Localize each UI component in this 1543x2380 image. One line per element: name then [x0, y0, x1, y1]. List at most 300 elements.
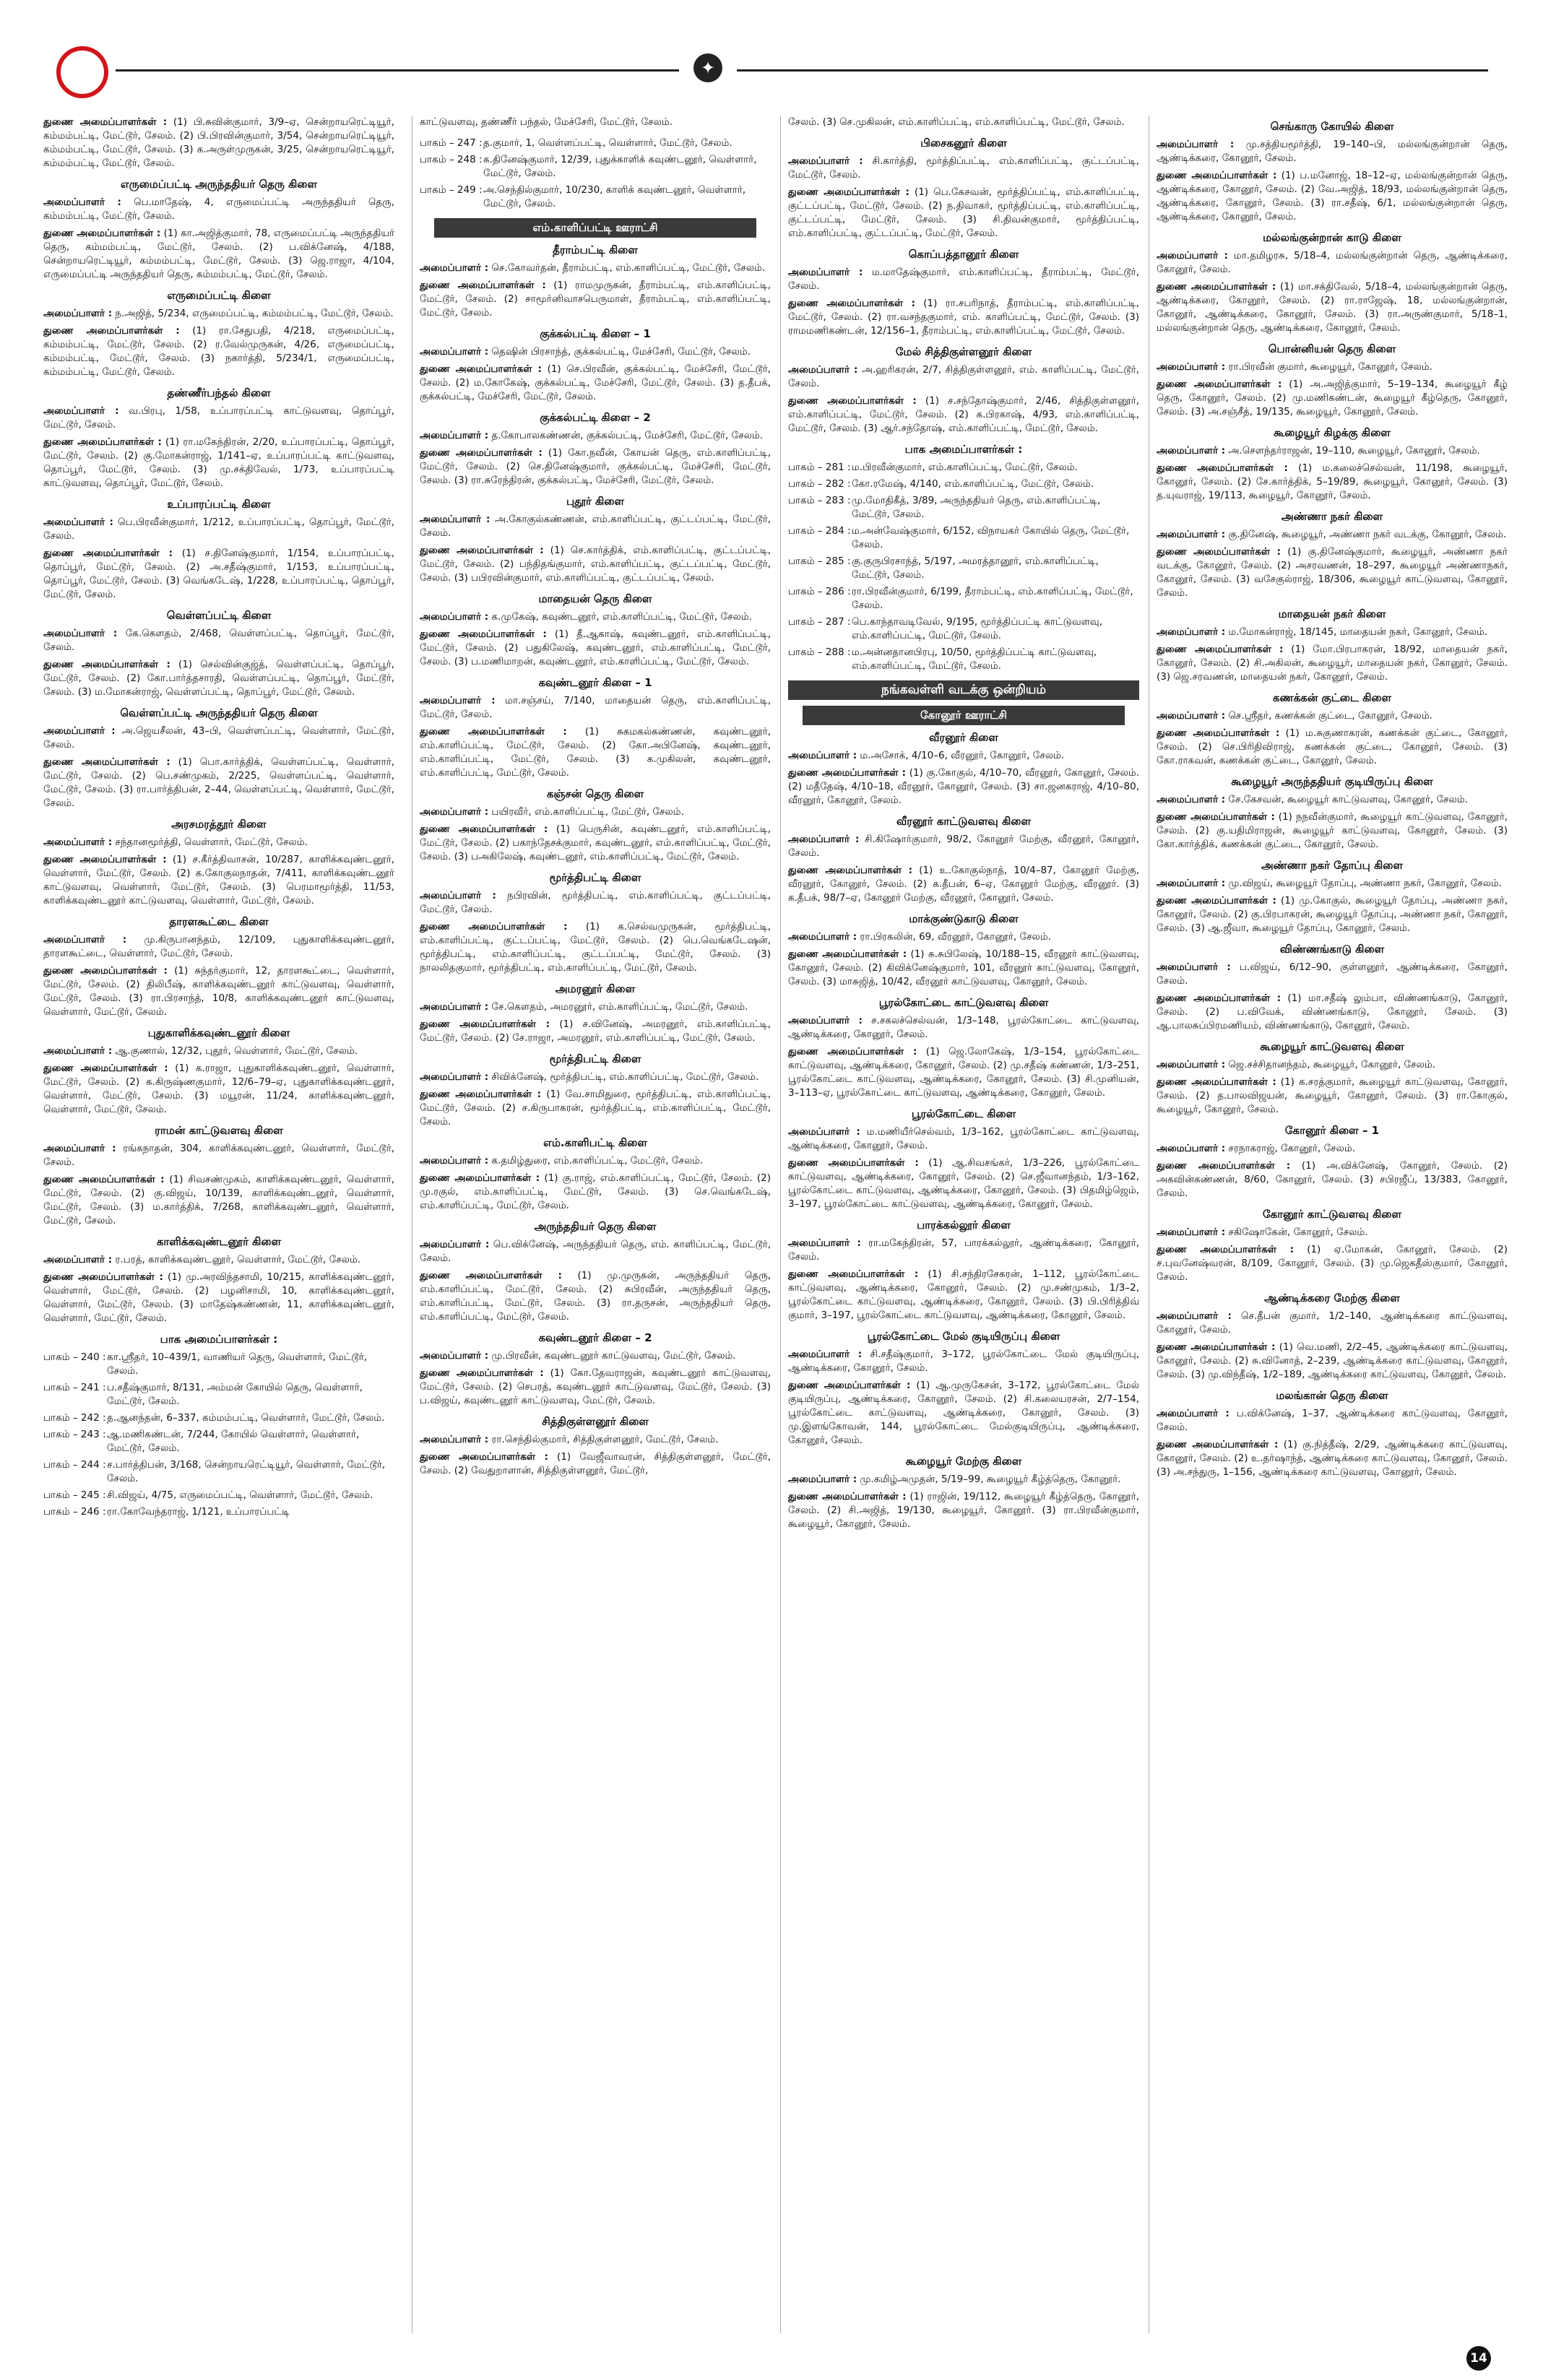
member-entry [788, 116, 1139, 129]
role-label: துணை அமைப்பாளர்கள் : [1157, 1341, 1276, 1353]
branch-heading: மலங்கான் தெரு கிளை [1276, 1389, 1388, 1402]
role-label: துணை அமைப்பாளர்கள் : [420, 280, 546, 291]
role-label: அமைப்பாளர் : [420, 695, 496, 706]
role-label: அமைப்பாளர் : [43, 308, 113, 319]
branch-block [420, 1331, 771, 1408]
branch-heading: புதுகாளிக்கவுண்டனூர் கிளை [147, 1026, 290, 1039]
branch-heading: கூழையூர் அருந்ததியர் குடியிருப்பு கிளை [1231, 775, 1433, 788]
member-details: (1) கு.ராஜ், எம்.காளிப்பட்டி, மேட்டூர், சேலம். (2) மு.ரகுல், எம்.காளிப்பட்டி, மேட்டூர், சேலம். (3) செ.வெங்கடேஷ், எம்.காளிப்பட்டி, மேட்டூர், சேலம். [420, 1172, 771, 1211]
branch-heading: விண்ணங்காடு கிளை [1279, 943, 1385, 956]
branch-heading: குக்கல்பட்டி கிளை – 2 [540, 411, 651, 424]
branch-block [1157, 1291, 1508, 1382]
branch-block [420, 982, 771, 1045]
member-details: ரா.மகேந்திரன், 57, பாரக்கல்லூர், ஆண்டிக்கரை, கோனூர், சேலம். [788, 1237, 1139, 1263]
booth-number: பாகம் – 283 : [788, 495, 851, 506]
branch-heading: பூரல்கோட்டை கிளை [911, 1107, 1016, 1120]
role-label: துணை அமைப்பாளர்கள் : [43, 228, 161, 239]
member-entry [420, 1088, 771, 1129]
booth-entry [788, 494, 1139, 522]
member-details: (1) அ.விக்னேஷ், கோனூர், சேலம். (2) அகவின்கண்ணன், 8/60, கோனூர், சேலம். (3) சபிரஜீப், 13/383, கோனூர், சேலம். [1157, 1160, 1508, 1199]
member-entry [43, 196, 394, 223]
member-details: (1) ரா.மகேந்திரன், 2/20, உப்பாரப்பட்டி, தொப்பூர், மேட்டூர், சேலம். (2) கு.மோகன்ராஜ், 1/141–ஏ, உப்பாரப்பட்டி காட்டுவளவு, தொப்பூர், மேட்டூர், சேலம். (3) மு.சக்திவேல், 1/73, உப்பாரப்பட்டி காட்டுவளவு, தொப்பூர், மேட்டூர், சேலம். [43, 436, 394, 489]
member-details: சி.கார்த்தி, மூர்த்திப்பட்டி, எம்.காளிப்பட்டி, குட்டப்பட்டி, மேட்டூர், சேலம். [788, 155, 1139, 181]
member-details: (1) ப.மனோஜ், 18–12–ஏ, மல்லங்குன்றான் தெரு, ஆண்டிக்கரை, கோனூர், சேலம். (2) வே.அஜித், 18/93, மல்லங்குன்றான் தெரு, ஆண்டிக்கரை, கோனூர், சேலம். (3) ரா.சதீஷ், 6/1, மல்லங்குன்றான் தெரு, ஆண்டிக்கரை, கோனூர், சேலம். [1157, 170, 1508, 222]
branch-heading: கஞ்சன் தெரு கிளை [546, 787, 644, 800]
member-entry [788, 1237, 1139, 1264]
member-details: (1) மு.முருகன், அருந்ததியர் தெரு, எம்.காளிப்பட்டி, மேட்டூர், சேலம். (2) சுபிரவீன், அருந்ததியர் தெரு, எம்.காளிப்பட்டி, மேட்டூர், சேலம். (3) ரா.தருசன், அருந்ததியர் தெரு, எம்.காளிப்பட்டி, மேட்டூர், சேலம். [420, 1270, 771, 1323]
member-entry [1157, 360, 1508, 374]
member-details: க.தமிழ்துரை, எம்.காளிப்பட்டி, மேட்டூர், சேலம். [491, 1155, 704, 1167]
member-entry [788, 266, 1139, 293]
booth-entry [788, 615, 1139, 643]
member-details: ர.பரத், காளிக்கவுண்டனூர், வெள்ளார், மேட்டூர், சேலம். [115, 1254, 361, 1265]
booth-entry [43, 1351, 394, 1378]
member-entry [788, 864, 1139, 905]
section-banner: எம்.காளிப்பட்டி ஊராட்சி [434, 218, 756, 238]
member-entry [1157, 169, 1508, 224]
member-details: (1) மோ.பிரபாகரன், 18/92, மாதையன் நகர், கோனூர், சேலம். (2) சி.அகிலன், கூழையூர், மாதையன் நகர், கோனூர், சேலம். (3) ஜெ.சரவணன், மாதையன் நகர், கோனூர், சேலம். [1157, 644, 1508, 683]
member-entry [43, 436, 394, 490]
booth-details: பெ.காந்தாவடிவேல், 9/195, மூர்த்திப்பட்டி காட்டுவளவு, எம்.காளிப்பட்டி, மேட்டூர், சேலம். [852, 616, 1103, 641]
role-label: அமைப்பாளர் : [420, 346, 489, 358]
role-label: துணை அமைப்பாளர்கள் : [43, 1063, 168, 1074]
role-label: துணை அமைப்பாளர்கள் : [1157, 281, 1276, 293]
member-entry [420, 513, 771, 540]
branch-block [43, 289, 394, 379]
member-entry [1157, 1438, 1508, 1479]
branch-heading: வெள்ளப்பட்டி கிளை [166, 609, 272, 622]
member-entry [788, 1268, 1139, 1323]
member-details: மு.பிரவீன், கவுண்டனூர் காட்டுவளவு, மேட்டூர், சேலம். [491, 1350, 736, 1362]
column-4 [1149, 116, 1508, 2333]
booth-number: பாகம் – 243 : [43, 1429, 106, 1440]
member-details: (1) வெ.மணி, 2/2–45, ஆண்டிக்கரை காட்டுவளவு, கோனூர், சேலம். (2) சு.வினோத், 2–239, ஆண்டிக்கரை காட்டுவளவு, கோனூர், சேலம். (3) மு.விந்தீஷ், 1/2–189, ஆண்டிக்கரை காட்டுவளவு, கோனூர், சேலம். [1157, 1341, 1508, 1380]
role-label: அமைப்பாளர் : [420, 1239, 490, 1250]
role-label: அமைப்பாளர் : [420, 1071, 489, 1083]
member-details: சகிஷோகேன், கோனூர், சேலம். [1228, 1226, 1368, 1238]
member-details: ஆ.குணால், 12/32, புதூர், வெள்ளார், மேட்டூர், சேலம். [115, 1045, 358, 1057]
member-entry [420, 889, 771, 917]
role-label: துணை அமைப்பாளர்கள் : [43, 548, 173, 559]
branch-block [788, 137, 1139, 241]
role-label: துணை அமைப்பாளர்கள் : [1157, 1244, 1295, 1255]
role-label: அமைப்பாளர் : [1157, 1408, 1229, 1419]
role-label: துணை அமைப்பாளர்கள் : [1157, 462, 1288, 474]
branch-heading: அண்ணா நகர் தோப்பு கிளை [1261, 859, 1403, 872]
branch-block [420, 116, 771, 129]
branch-heading: பிசைகனூர் கிளை [920, 137, 1007, 150]
member-details: அ.கோகுல்கண்ணன், எம்.காளிப்பட்டி, குட்டப்பட்டி, மேட்டூர், சேலம். [420, 514, 771, 539]
role-label: துணை அமைப்பாளர்கள் : [788, 186, 909, 198]
member-entry [1157, 961, 1508, 988]
role-label: அமைப்பாளர் : [420, 1001, 489, 1013]
member-entry [420, 1349, 771, 1363]
member-details: (1) கு.நித்தீஷ், 2/29, ஆண்டிக்கரை காட்டுவளவு, கோனூர், சேலம். (2) உ.தர்ஷாந்த், ஆண்டிக்கரை காட்டுவளவு, கோனூர், சேலம். (3) அ.சந்துரு, 1–156, ஆண்டிக்கரை காட்டுவளவு, கோனூர், சேலம். [1157, 1439, 1508, 1478]
branch-heading: அண்ணா நகர் கிளை [1281, 510, 1383, 523]
branch-block [420, 495, 771, 585]
branch-block [1157, 607, 1508, 684]
branch-heading: ராமன் காட்டுவளவு கிளை [155, 1124, 283, 1137]
member-details: (1) செ.கார்த்திக், எம்.காளிப்பட்டி, குட்டப்பட்டி, மேட்டூர், சேலம். (2) பந்திதங்குமார், எம்.காளிப்பட்டி, குட்டப்பட்டி, மேட்டூர், சேலம். (3) பபிரவின்குமார், எம்.காளிப்பட்டி, குட்டப்பட்டி, சேலம். [420, 545, 771, 584]
booth-entry [43, 1505, 394, 1519]
role-label: துணை அமைப்பாளர்கள் : [788, 1268, 919, 1280]
booth-entry [788, 524, 1139, 552]
booth-details: ச.பார்த்திபன், 3/168, சென்றாயரெட்டியூர், வெள்ளார், மேட்டூர், சேலம். [107, 1459, 386, 1484]
booth-entry [788, 477, 1139, 491]
member-entry [43, 116, 394, 170]
booth-entry [788, 461, 1139, 475]
member-entry [43, 1062, 394, 1117]
branch-heading: மாதையன் தெரு கிளை [538, 592, 652, 605]
branch-block [1157, 1208, 1508, 1284]
branch-heading: எருமைப்பட்டி கிளை [167, 289, 271, 302]
branch-heading: எருமைப்பட்டி அருந்ததியர் தெரு கிளை [120, 178, 318, 191]
branch-block [420, 871, 771, 975]
member-details: (1) பொ.கார்த்திக், வெள்ளப்பட்டி, வெள்ளார், மேட்டூர், சேலம். (2) பெ.சண்முகம், 2/225, வெள்ளப்பட்டி, வெள்ளார், மேட்டூர், சேலம். (3) ரா.பார்த்திபன், 2–44, வெள்ளப்பட்டி, வெள்ளார், மேட்டூர், சேலம். [43, 756, 394, 809]
branch-block [788, 912, 1139, 989]
role-label: அமைப்பாளர் : [420, 890, 496, 901]
member-details: மு.கிருபானந்தம், 12/109, புதுகாளிக்கவுண்டனூர், தாரளகூட்டை, வெள்ளார், மேட்டூர், சேலம். [43, 934, 394, 959]
member-details: (1) ச.சந்தோஷ்குமார், 2/46, சித்திகுள்ளனூர், எம்.காளிப்பட்டி, மேட்டூர், சேலம். (2) க.பிரகாஷ், 4/93, எம்.காளிப்பட்டி, மேட்டூர், சேலம். (3) ஆர்.சந்தோஷ், எம்.காளிப்பட்டி, மேட்டூர், சேலம். [788, 395, 1139, 434]
role-label: துணை அமைப்பாளர்கள் : [788, 948, 907, 960]
member-entry [420, 1450, 771, 1478]
branch-block [788, 815, 1139, 905]
member-entry [1157, 709, 1508, 723]
member-entry [43, 1173, 394, 1228]
role-label: துணை அமைப்பாளர்கள் : [1157, 170, 1277, 181]
role-label: துணை அமைப்பாளர்கள் : [43, 436, 162, 448]
booth-number: பாகம் – 249 : [420, 184, 483, 196]
member-entry [1157, 1310, 1508, 1337]
branch-block [788, 996, 1139, 1100]
role-label: அமைப்பாளர் : [1157, 139, 1235, 150]
booth-number: பாகம் – 244 : [43, 1459, 106, 1471]
role-label: அமைப்பாளர் : [788, 834, 860, 845]
role-label: அமைப்பாளர் : [43, 628, 118, 639]
member-details: அ.ஜெயசீலன், 43–பி, வெள்ளப்பட்டி, வெள்ளார், மேட்டூர், சேலம். [43, 725, 394, 750]
booth-details: ரா.பிரவீன்குமார், 6/199, தீராம்பட்டி, எம்.காளிப்பட்டி, மேட்டூர், சேலம். [852, 586, 1133, 611]
header-rule [116, 69, 679, 72]
member-entry [788, 1348, 1139, 1375]
role-label: துணை அமைப்பாளர்கள் : [788, 395, 917, 407]
role-label: துணை அமைப்பாளர்கள் : [788, 865, 913, 876]
member-details: (1) வே.சாமிதுரை, மூர்த்திபட்டி, எம்.காளிப்பட்டி, மேட்டூர், சேலம். (2) ச.கிருபாகரன், மூர்த்திபட்டி, எம்.காளிப்பட்டி, மேட்டூர், சேலம். [420, 1089, 771, 1128]
member-details: மா.தமிழரசு, 5/18–4, மல்லங்குன்றான் தெரு, ஆண்டிக்கரை, கோனூர், சேலம். [1157, 250, 1508, 275]
member-details: (1) மு.அரவிந்தசாமி, 10/215, காளிக்கவுண்டனூர், வெள்ளார், மேட்டூர், சேலம். (2) பழனிசாமி, 10, காளிக்கவுண்டனூர், வெள்ளார், மேட்டூர், சேலம். (3) மாதேஷ்கண்ணன், 11, காளிக்கவுண்டனூர், வெள்ளார், மேட்டூர், சேலம். [43, 1271, 394, 1324]
member-details: கே.கௌதம், 2/468, வெள்ளப்பட்டி, தொப்பூர், மேட்டூர், சேலம். [43, 628, 394, 653]
branch-block [420, 676, 771, 780]
booth-number: பாகம் – 287 : [788, 616, 851, 628]
branch-block [788, 116, 1139, 129]
member-entry [420, 694, 771, 722]
booth-number: பாகம் – 282 : [788, 478, 851, 490]
role-label: துணை அமைப்பாளர்கள் : [420, 447, 543, 459]
member-entry [43, 1253, 394, 1267]
member-entry [420, 610, 771, 624]
role-label: அமைப்பாளர் : [43, 1143, 116, 1154]
member-entry [1157, 378, 1508, 419]
branch-heading: மல்லங்குன்றான் காடு கிளை [1263, 231, 1401, 244]
branch-heading: பூரல்கோட்டை மேல் குடியிருப்பு கிளை [867, 1330, 1060, 1343]
member-entry [420, 1000, 771, 1014]
role-label: அமைப்பாளர் : [420, 1350, 489, 1362]
role-label: அமைப்பாளர் : [788, 750, 857, 761]
branch-heading: பாக அமைப்பாளர்கள் : [904, 443, 1023, 456]
branch-heading: செங்காரு கோயில் கிளை [1270, 120, 1394, 133]
member-entry [788, 1156, 1139, 1211]
member-entry [420, 1070, 771, 1084]
member-details: (1) ரா.சபரிநாத், தீராம்பட்டி, எம்.காளிப்பட்டி, மேட்டூர், சேலம். (2) ரா.வசந்தகுமார், எம். காளிப்பட்டி, மேட்டூர், சேலம். (3) ராமமணிகண்டன், 12/156–1, தீராம்பட்டி, எம்.காளிப்பட்டி, மேட்டூர், சேலம். [788, 298, 1139, 337]
role-label: அமைப்பாளர் : [788, 1015, 863, 1026]
member-entry [420, 823, 771, 864]
member-entry [1157, 793, 1508, 807]
booth-details: அ.செந்தில்குமார், 10/230, காளிக் கவுண்டனூர், வெள்ளார், மேட்டூர், சேலம். [483, 184, 746, 209]
role-label: அமைப்பாளர் : [1157, 1059, 1226, 1070]
member-details: காட்டுவளவு, தண்ணீர் பந்தல், மேச்சேரி, மேட்டூர், சேலம். [420, 116, 673, 128]
member-entry [420, 261, 771, 275]
booth-details: கோ.ரமேஷ், 4/140, எம்.காளிப்பட்டி, மேட்டூர், சேலம். [852, 478, 1094, 490]
member-details: பெ.பிரவீன்குமார், 1/212, உப்பாரப்பட்டி, தொப்பூர், மேட்டூர், சேலம். [43, 516, 394, 542]
role-label: அமைப்பாளர் : [420, 1155, 489, 1167]
branch-block [1157, 120, 1508, 224]
member-details: பெ.விக்னேஷ், அருந்ததியர் தெரு, எம். காளிப்பட்டி, மேட்டூர், சேலம். [420, 1239, 771, 1264]
member-details: மு.கமிழ்அமுதன், 5/19–99, கூழையூர் கீழ்த்தெரு, கோனூர். [860, 1474, 1121, 1485]
member-details: (1) பெருசின், கவுண்டனூர், எம்.காளிப்பட்டி, மேட்டூர், சேலம். (2) பகாந்தேசக்குமார், கவுண்டனூர், எம்.காளிப்பட்டி, மேட்டூர், சேலம். (3) பஅகிலேஷ், கவுண்டனூர், எம்.காளிப்பட்டி, மேட்டூர், சேலம். [420, 823, 771, 862]
role-label: அமைப்பாளர் : [43, 1254, 113, 1265]
member-entry [420, 628, 771, 669]
member-details: மு.விஜய், கூழையூர் தோப்பு, அண்ணா நகர், கோனூர், சேலம். [1228, 878, 1503, 889]
member-details: ப.விக்னேஷ், 1–37, ஆண்டிக்கரை காட்டுவளவு, கோனூர், சேலம். [1157, 1408, 1508, 1433]
member-entry [43, 724, 394, 752]
member-details: (1) க.செல்வமுருகன், மூர்த்திபட்டி, எம்.காளிப்பட்டி, குட்டப்பட்டி, மேட்டூர், சேலம். (2) பெ.வெங்கடேஷன், மூர்த்திபட்டி, எம்.காளிப்பட்டி, குட்டப்பட்டி, மேட்டூர், சேலம். (3) நாலலிதகுமார், மூர்த்திபட்டி, எம்.காளிப்பட்டி, மேட்டூர், சேலம். [420, 921, 771, 974]
column-3 [780, 116, 1139, 2333]
branch-heading: அரசமரத்தூர் கிளை [171, 818, 267, 831]
booth-entry [420, 153, 771, 181]
role-label: அமைப்பாளர் : [1157, 1226, 1226, 1238]
member-entry [788, 363, 1139, 391]
publication-logo [56, 46, 108, 98]
role-label: அமைப்பாளர் : [788, 1237, 861, 1249]
role-label: அமைப்பாளர் : [43, 405, 119, 417]
member-details: (1) சுகமகல்கண்ணன், கவுண்டனூர், எம்.காளிப்பட்டி, மேட்டூர், சேலம். (2) கோ.அபினேஷ், கவுண்டனூர், எம்.காளிப்பட்டி, மேட்டூர், சேலம். (3) க.முகிலன், கவுண்டனூர், எம்.காளிப்பட்டி, மேட்டூர், சேலம். [420, 726, 771, 779]
branch-heading: பொன்னியன் தெரு கிளை [1268, 342, 1396, 355]
branch-heading: புதூர் கிளை [566, 495, 625, 508]
member-details: (1) சி.சந்திரசேகரன், 1–112, பூரல்கோட்டை காட்டுவளவு, ஆண்டிக்கரை, கோனூர், சேலம். (2) மு.சண்முகம், 1/3–2, பூரல்கோட்டை காட்டுவளவு, ஆண்டிக்கரை, கோனூர், சேலம். (3) பி.பிரித்திவ் குமார், 3–197, பூரல்கோட்டை காட்டுவளவு, ஆண்டிக்கரை, கோனூர், சேலம். [788, 1268, 1139, 1321]
member-entry [43, 324, 394, 379]
branch-block [420, 1136, 771, 1213]
branch-block [43, 706, 394, 810]
member-entry [420, 1154, 771, 1168]
booth-details: த.குமார், 1, வெள்ளப்பட்டி, வெள்ளார், மேட்டூர், சேலம். [483, 137, 732, 149]
booth-details: சி.விஜய், 4/75, எருமைப்பட்டி, வெள்ளார், மேட்டூர், சேலம். [107, 1489, 373, 1501]
branch-heading: கணக்கன் குட்டை கிளை [1272, 691, 1392, 704]
branch-block [1157, 859, 1508, 935]
role-label: அமைப்பாளர் : [1157, 445, 1226, 456]
role-label: அமைப்பாளர் : [788, 267, 863, 278]
branch-block [788, 1107, 1139, 1211]
member-entry [788, 948, 1139, 989]
role-label: அமைப்பாளர் : [420, 806, 489, 818]
member-entry [1157, 249, 1508, 277]
branch-block [420, 137, 771, 211]
member-details: செ.கோவர்தன், தீராம்பட்டி, எம்.காளிப்பட்டி, மேட்டூர், சேலம். [491, 262, 766, 274]
member-details: (1) ச.வினேஷ், அமரனூர், எம்.காளிப்பட்டி, மேட்டூர், சேலம். (2) சே.ராஜா, அமரனூர், எம்.காளிப்பட்டி, மேட்டூர், சேலம். [420, 1018, 771, 1044]
role-label: துணை அமைப்பாளர்கள் : [420, 823, 548, 835]
member-details: (1) சிவசண்முகம், காளிக்கவுண்டனூர், வெள்ளார், மேட்டூர், சேலம். (2) கு.விஜய், 10/139, காளிக்கவுண்டனூர், வெள்ளார், மேட்டூர், சேலம். (3) ம.கார்த்திக், 7/268, காளிக்கவுண்டனூர், வெள்ளார், மேட்டூர், சேலம். [43, 1174, 394, 1226]
member-details: தெஷின் பிரசாந்த், குக்கல்பட்டி, மேச்சேரி, மேட்டூர், சேலம். [491, 346, 751, 358]
role-label: துணை அமைப்பாளர்கள் : [420, 363, 542, 375]
branch-heading: வீரனூர் கிளை [929, 731, 998, 744]
role-label: அமைப்பாளர் : [1157, 361, 1226, 373]
role-label: அமைப்பாளர் : [1157, 626, 1226, 638]
member-entry [788, 1490, 1139, 1531]
role-label: துணை அமைப்பாளர்கள் : [788, 1380, 911, 1391]
member-details: (1) க.ராஜா, புதுகாளிக்கவுண்டனூர், வெள்ளார், மேட்டூர், சேலம். (2) க.கிருஷ்ணகுமார், 12/6–79–ஏ, புதுகாளிக்கவுண்டனூர், வெள்ளார், மேட்டூர், சேலம். (3) மயூரன், 11/24, காளிக்கவுண்டனூர், வெள்ளார், மேட்டூர், சேலம். [43, 1063, 394, 1115]
booth-entry [43, 1428, 394, 1455]
member-details: (1) மு.கோகுல், கூழையூர் தோப்பு, அண்ணா நகர், கோனூர், சேலம். (2) கு.பிரபாகரன், கூழையூர் தோப்பு, அண்ணா நகர், கோனூர், சேலம். (3) ஆ.ஜீவா, கூழையூர் தோப்பு, கோனூர், சேலம். [1157, 895, 1508, 934]
member-entry [1157, 1058, 1508, 1072]
branch-block [788, 731, 1139, 808]
booth-entry [43, 1411, 394, 1425]
branch-block [43, 609, 394, 699]
role-label: துணை அமைப்பாளர்கள் : [420, 921, 568, 932]
role-label: துணை அமைப்பாளர்கள் : [43, 854, 167, 865]
booth-entry [420, 137, 771, 150]
article-columns [43, 116, 1508, 2333]
branch-block [1157, 342, 1508, 419]
role-label: துணை அமைப்பாளர்கள் : [43, 756, 170, 768]
role-label: துணை அமைப்பாளர்கள் : [788, 767, 907, 779]
branch-block [788, 1455, 1139, 1531]
member-entry [788, 186, 1139, 241]
branch-heading: தீராம்பட்டி கிளை [553, 243, 638, 256]
member-entry [1157, 877, 1508, 891]
member-details: அ.சௌந்தர்ராஜன், 19–110, கூழையூர், கோனூர், சேலம். [1228, 445, 1480, 456]
member-entry [1157, 1076, 1508, 1117]
member-entry [43, 853, 394, 908]
role-label: துணை அமைப்பாளர்கள் : [788, 1046, 917, 1057]
branch-heading: அருந்ததியர் தெரு கிளை [534, 1220, 657, 1233]
booth-details: ம.அன்னதானபிரபு, 10/50, மூர்த்திப்பட்டி காட்டுவளவு, எம்.காளிப்பட்டி, மேட்டூர், சேலம். [852, 646, 1097, 672]
role-label: துணை அமைப்பாளர்கள் : [43, 965, 168, 977]
branch-block [420, 1415, 771, 1478]
member-details: மா.சஞ்சய், 7/140, மாதையன் தெரு, எம்.காளிப்பட்டி, மேட்டூர், சேலம். [420, 695, 771, 720]
role-label: அமைப்பாளர் : [420, 611, 489, 623]
member-entry [788, 1045, 1139, 1100]
booth-number: பாகம் – 247 : [420, 137, 483, 149]
member-entry [1157, 1407, 1508, 1435]
member-entry [420, 345, 771, 359]
branch-block [420, 327, 771, 404]
branch-block [1157, 1124, 1508, 1200]
branch-block [788, 1330, 1139, 1448]
member-details: சி.சதீஷ்குமார், 3–172, பூரல்கோட்டை மேல் குடியிருப்பு, ஆண்டிக்கரை, கோனூர், சேலம். [788, 1349, 1139, 1374]
member-entry [43, 658, 394, 699]
member-entry [788, 1473, 1139, 1487]
member-details: மு.சத்தியமூர்த்தி, 19–140–பி, மல்லங்குன்றான் தெரு, ஆண்டிக்கரை, கோனூர், சேலம். [1157, 139, 1508, 164]
booth-entry [43, 1489, 394, 1502]
member-entry [1157, 1142, 1508, 1156]
member-entry [43, 227, 394, 282]
booth-details: ம.பிரவீன்குமார், எம்.காளிப்பட்டி, மேட்டூர், சேலம். [852, 462, 1078, 473]
branch-heading: சித்திகுள்ளனூர் கிளை [542, 1415, 649, 1428]
booth-details: ப.சதீஷ்குமார், 8/131, அம்மன் கோயில் தெரு, வெள்ளார், மேட்டூர், சேலம். [107, 1382, 363, 1407]
branch-heading: கவுண்டனூர் கிளை – 1 [538, 676, 652, 689]
role-label: அமைப்பாளர் : [420, 1434, 489, 1445]
member-entry [420, 363, 771, 404]
branch-block [1157, 231, 1508, 335]
member-entry [1157, 810, 1508, 852]
booth-number: பாகம் – 285 : [788, 555, 851, 567]
booth-details: கு.குருபிரசாந்த், 5/197, அமரத்தானூர், எம்.காளிப்பட்டி, மேட்டூர், சேலம். [852, 555, 1099, 581]
member-entry [43, 756, 394, 810]
role-label: துணை அமைப்பாளர்கள் : [1157, 895, 1276, 906]
role-label: துணை அமைப்பாளர்கள் : [43, 659, 170, 670]
role-label: அமைப்பாளர் : [788, 155, 863, 167]
branch-heading: வெள்ளப்பட்டி அருந்ததியர் தெரு கிளை [120, 706, 318, 719]
booth-number: பாகம் – 281 : [788, 462, 851, 473]
member-entry [1157, 462, 1508, 503]
member-entry [420, 1269, 771, 1324]
member-details: ஜெ.சச்சிதானந்தம், கூழையூர், கோனூர், சேலம். [1228, 1059, 1435, 1070]
branch-block [788, 1219, 1139, 1323]
branch-block [1157, 691, 1508, 768]
member-details: (1) ரா.சேதுபதி, 4/218, எருமைப்பட்டி, கம்மம்பட்டி, மேட்டூர், சேலம். (2) ர.வேல்முருகன், 4/26, எருமைப்பட்டி, கம்மம்பட்டி, மேட்டூர், சேலம். (3) நகார்த்தி, 5/234/1, எருமைப்பட்டி, கம்மம்பட்டி, மேட்டூர், சேலம். [43, 325, 394, 378]
role-label: அமைப்பாளர் : [420, 430, 489, 441]
member-entry [43, 1142, 394, 1169]
branch-heading: மூர்த்திபட்டி கிளை [549, 871, 641, 884]
role-label: துணை அமைப்பாளர்கள் : [420, 726, 567, 737]
role-label: துணை அமைப்பாளர்கள் : [1157, 992, 1281, 1004]
member-details: ரங்கநாதன், 304, காளிக்கவுண்டனூர், வெள்ளார், மேட்டூர், சேலம். [43, 1143, 394, 1168]
branch-heading: காளிக்கவுண்டனூர் கிளை [156, 1235, 282, 1248]
branch-block [43, 1026, 394, 1117]
role-label: அமைப்பாளர் : [420, 514, 490, 525]
branch-heading: மேல் சித்திகுள்ளனூர் கிளை [895, 345, 1032, 358]
member-details: (1) ஏ.மோகன், கோனூர், சேலம். (2) ச.புவனேஷ்வரன், 8/109, கோனூர், சேலம். (3) மு.ஜெகதீஸ்குமார், கோனூர், சேலம். [1157, 1244, 1508, 1283]
member-details: (1) வேஜீவாவரன், சித்திகுள்ளனூர், மேட்டூர், சேலம். (2) வேதுறாளான், சித்திகுள்ளனூர், மேட்டூர், [420, 1451, 771, 1476]
member-entry [788, 1379, 1139, 1448]
booth-entry [788, 585, 1139, 613]
member-details: (1) கு.கோகுல், 4/10–70, வீரனூர், கோனூர், சேலம். (2) மதீதேஷ், 4/10–18, வீரனூர், கோனூர், சேலம். (3) சா.ஜனகராஜ், 4/10–80, வீரனூர், கோனூர், சேலம். [788, 767, 1139, 806]
member-details: ம.மணியீர்செல்வம், 1/3–162, பூரல்கோட்டை காட்டுவளவு, ஆண்டிக்கரை, கோனூர், சேலம். [788, 1126, 1139, 1151]
member-entry [1157, 138, 1508, 165]
branch-heading: கோனூர் கிளை – 1 [1284, 1124, 1380, 1137]
branch-heading: பூரல்கோட்டை காட்டுவளவு கிளை [878, 996, 1049, 1009]
member-entry [1157, 727, 1508, 768]
member-entry [420, 429, 771, 443]
branch-block [43, 116, 394, 170]
member-details: பெ.மாதேஷ், 4, எருமைப்பட்டி அருந்ததியர் தெரு, கம்மம்பட்டி, மேட்டூர், சேலம். [43, 196, 394, 222]
member-entry [1157, 1243, 1508, 1284]
branch-block [420, 411, 771, 488]
booth-number: பாகம் – 288 : [788, 646, 851, 658]
role-label: அமைப்பாளர் : [1157, 710, 1226, 722]
booth-number: பாகம் – 286 : [788, 586, 851, 597]
member-details: ரா.பிரகலின், 69, வீரனூர், கோனூர், சேலம். [860, 931, 1051, 943]
member-details: (1) ஆ.முருகேசன், 3–172, பூரல்கோட்டை மேல் குடியிருப்பு, ஆண்டிக்கரை, கோனூர், சேலம். (2) சி.கலையரசன், 2/7–154, பூரல்கோட்டை காட்டுவளவு, ஆண்டிக்கரை, கோனூர், சேலம். (3) மு.இளங்கோவன், 144, பூரல்கோட்டை மேல்குடியிருப்பு, ஆண்டிக்கரை, கோனூர், சேலம். [788, 1380, 1139, 1446]
member-details: (1) செ.பிரவீன், குக்கல்பட்டி, மேச்சேரி, மேட்டூர், சேலம். (2) ம.கோகேஷ், குக்கல்பட்டி, மேச்சேரி, மேட்டூர், சேலம். (3) த.தீபக், குக்கல்பட்டி, மேச்சேரி, மேட்டூர், சேலம். [420, 363, 771, 402]
booth-details: த.ஆனந்தன், 6–337, கம்மம்பட்டி, வெள்ளார், மேட்டூர், சேலம். [107, 1412, 385, 1424]
member-details: (1) மா.சக்திவேல், 5/18–4, மல்லங்குன்றான் தெரு, ஆண்டிக்கரை, கோனூர், சேலம். (2) ரா.ராஜேஷ், 18, மல்லங்குன்றான், கோனூர், ஆண்டிக்கரை, கோனூர், சேலம். (3) ரா.அருண்குமார், 5/18–1, மல்லங்குன்றான் தெரு, ஆண்டிக்கரை, கோனூர், சேலம். [1157, 281, 1508, 334]
role-label: அமைப்பாளர் : [420, 262, 489, 274]
role-label: அமைப்பாளர் : [43, 934, 127, 945]
member-details: (1) க.சரத்குமார், கூழையூர் காட்டுவளவு, கோனூர், சேலம். (2) த.பாலவிஜயன், கூழையூர், கோனூர், சேலம். (3) ரா.கோகுல், கூழையூர், கோனூர், சேலம். [1157, 1076, 1508, 1115]
column-1 [43, 116, 394, 2333]
branch-block [43, 1124, 394, 1228]
member-details: (1) ஜெ.லோகேஷ், 1/3–154, பூரல்கோட்டை காட்டுவளவு, ஆண்டிக்கரை, கோனூர், சேலம். (2) மு.சதீஷ் கண்ணன், 1/3–251, பூரல்கோட்டை காட்டுவளவு, ஆண்டிக்கரை, கோனூர், சேலம். (3) சி.முனியன், 3–113–ஏ, பூரல்கோட்டை காட்டுவளவு, ஆண்டிக்கரை, கோனூர், சேலம். [788, 1046, 1139, 1099]
member-details: (1) செல்வின்குஜ்த், வெள்ளப்பட்டி, தொப்பூர், மேட்டூர், சேலம். (2) கோ.பார்த்தசாரதி, வெள்ளப்பட்டி, தொப்பூர், மேட்டூர், சேலம். (3) ம.மோகன்ராஜ், வெள்ளப்பட்டி, தொப்பூர், மேட்டூர், சேலம். [43, 659, 394, 698]
